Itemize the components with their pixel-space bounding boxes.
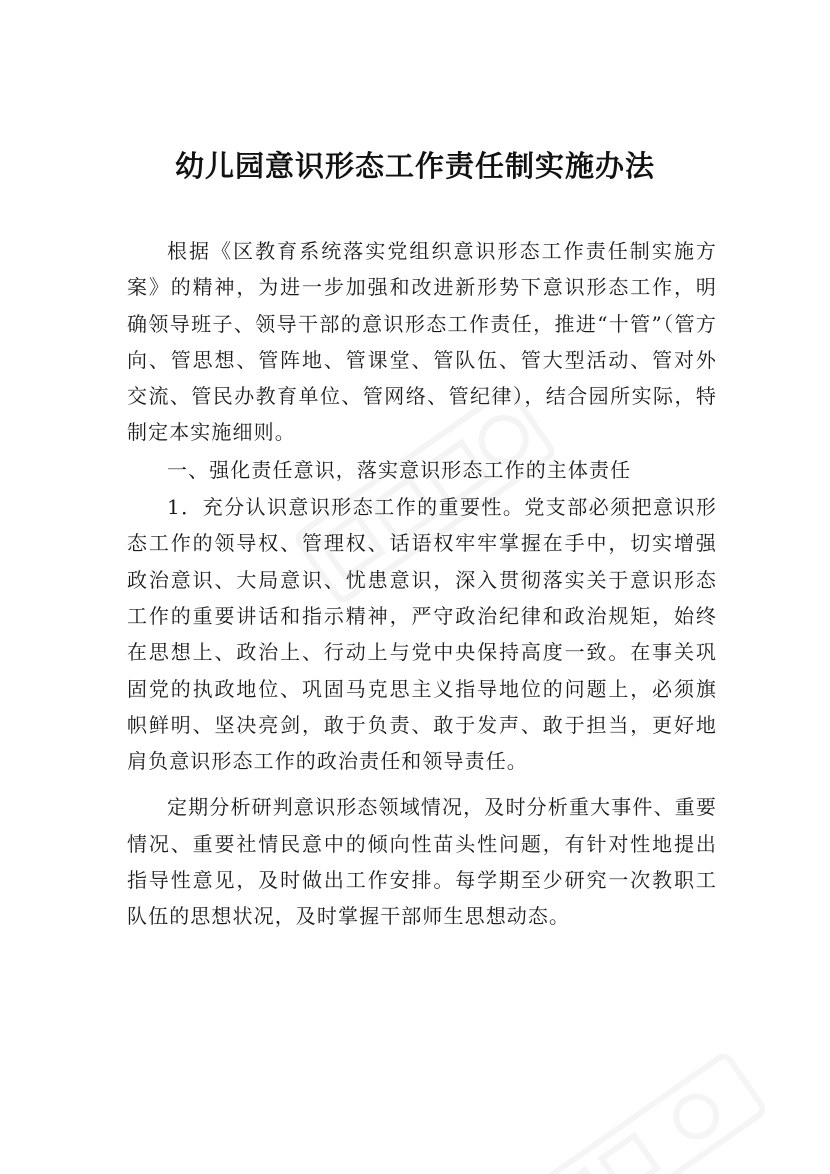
paragraph-analysis: 定期分析研判意识形态领域情况，及时分析重大事件、重要情况、重要社情民意中的倾向性苗头性问题，有针对性地提出指导性意见，及时做出工作安排。每学期至少研究一次教职工队伍的思想状况，及时掌握干部师生思想动态。	[127, 795, 717, 929]
watermark-logo-icon-secondary	[498, 1015, 803, 1174]
document-title: 幼儿园意识形态工作责任制实施办法	[174, 149, 655, 183]
paragraph-intro: 根据《区教育系统落实党组织意识形态工作责任制实施方案》的精神，为进一步加强和改进新形势下意识形态工作，明确领导班子、领导干部的意识形态工作责任，推进“十管”（管方向、管思想、管阵地、管课堂、管队伍、管大型活动、管对外交流、管民办教育单位、管网络、管纪律），结合园所实际，特制定本实施细则。	[127, 239, 717, 445]
document-body	[127, 233, 717, 935]
paragraph-item-1: 1．充分认识意识形态工作的重要性。党支部必须把意识形态工作的领导权、管理权、话语权牢牢掌握在手中，切实增强政治意识、大局意识、忧患意识，深入贯彻落实关于意识形态工作的重要讲话和指示精神，严守政治纪律和政治规矩，始终在思想上、政治上、行动上与党中央保持高度一致。在事关巩固党的执政地位、巩固马克思主义指导地位的问题上，必须旗帜鲜明、坚决亮剑，敢于负责、敢于发声、敢于担当，更好地肩负意识形态工作的政治责任和领导责任。	[127, 495, 717, 774]
section-heading: 一、强化责任意识，落实意识形态工作的主体责任	[167, 457, 632, 482]
